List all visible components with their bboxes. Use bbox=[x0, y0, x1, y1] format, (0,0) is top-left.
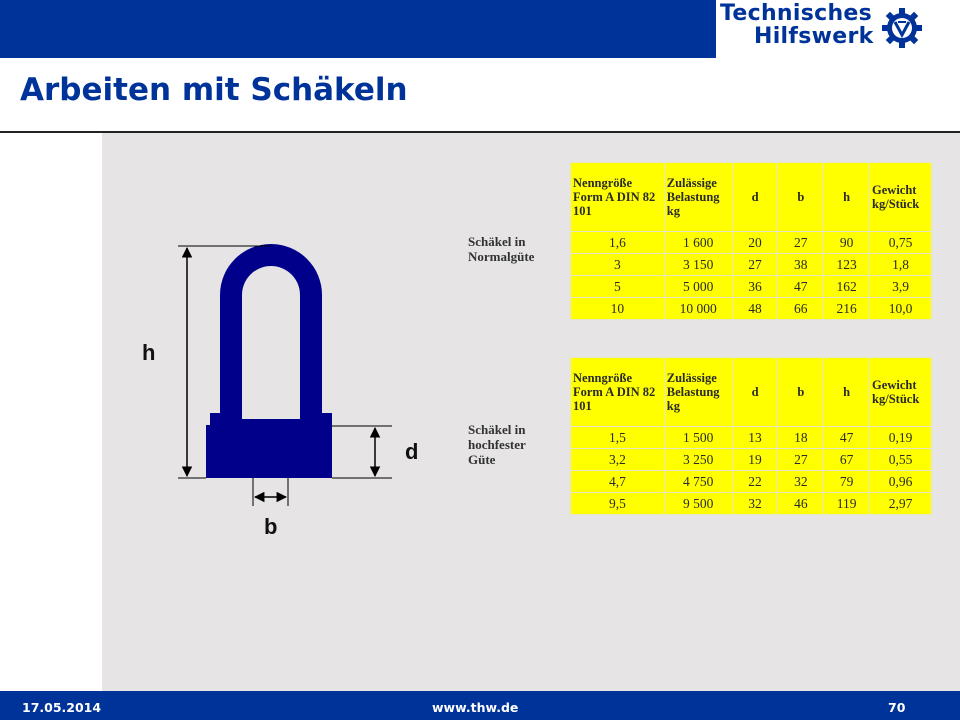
logo-line-2: Hilfswerk bbox=[754, 24, 874, 49]
table-row: 4,7 4 750 22 32 79 0,96 bbox=[571, 471, 932, 493]
table-row: 5 5 000 36 47 162 3,9 bbox=[571, 276, 932, 298]
table-row: 3,2 3 250 19 27 67 0,55 bbox=[571, 449, 932, 471]
shackle-bow bbox=[220, 244, 322, 417]
header-belastung: Zulässige Belastung kg bbox=[664, 358, 732, 427]
logo-line-1: Technisches bbox=[720, 1, 873, 26]
header-nenngroesse: Nenngröße Form A DIN 82 101 bbox=[571, 358, 665, 427]
table-row: 1,6 1 600 20 27 90 0,75 bbox=[571, 232, 932, 254]
header-belastung: Zulässige Belastung kg bbox=[664, 163, 732, 232]
header-b: b bbox=[778, 163, 824, 232]
shackle-shoulder-right bbox=[300, 413, 332, 427]
footer-date: 17.05.2014 bbox=[22, 700, 102, 715]
header-gewicht: Gewicht kg/Stück bbox=[870, 358, 932, 427]
shackle-diagram bbox=[170, 238, 400, 508]
table-high-label: Schäkel in hochfester Güte bbox=[468, 422, 526, 467]
table-header-row bbox=[571, 163, 932, 232]
table-hochfest bbox=[570, 357, 932, 515]
label-h: h bbox=[142, 340, 156, 365]
table-row: 10 10 000 48 66 216 10,0 bbox=[571, 298, 932, 320]
cogwheel-emblem-icon bbox=[880, 6, 924, 50]
header-nenngroesse: Nenngröße Form A DIN 82 101 bbox=[571, 163, 665, 232]
label-b: b bbox=[264, 514, 278, 539]
table-row: 1,5 1 500 13 18 47 0,19 bbox=[571, 427, 932, 449]
header-d: d bbox=[732, 163, 778, 232]
logo-wordmark bbox=[720, 2, 874, 48]
header-gewicht: Gewicht kg/Stück bbox=[870, 163, 932, 232]
table-normalguete bbox=[570, 162, 932, 320]
header-h: h bbox=[824, 163, 870, 232]
label-d: d bbox=[405, 439, 419, 464]
table-header-row bbox=[571, 358, 932, 427]
table-normal-label: Schäkel in Normalgüte bbox=[468, 234, 535, 264]
footer-url[interactable]: www.thw.de bbox=[432, 700, 519, 715]
shackle-bolt bbox=[206, 425, 332, 478]
footer-bar bbox=[0, 691, 960, 720]
header-bar bbox=[0, 0, 960, 58]
table-row: 3 3 150 27 38 123 1,8 bbox=[571, 254, 932, 276]
page-number: 70 bbox=[888, 700, 906, 715]
header-b: b bbox=[778, 358, 824, 427]
header-d: d bbox=[732, 358, 778, 427]
thw-logo bbox=[716, 0, 960, 58]
slide-title: Arbeiten mit Schäkeln bbox=[20, 72, 408, 108]
header-h: h bbox=[824, 358, 870, 427]
table-row: 9,5 9 500 32 46 119 2,97 bbox=[571, 493, 932, 515]
shackle-shoulder-left bbox=[210, 413, 242, 427]
